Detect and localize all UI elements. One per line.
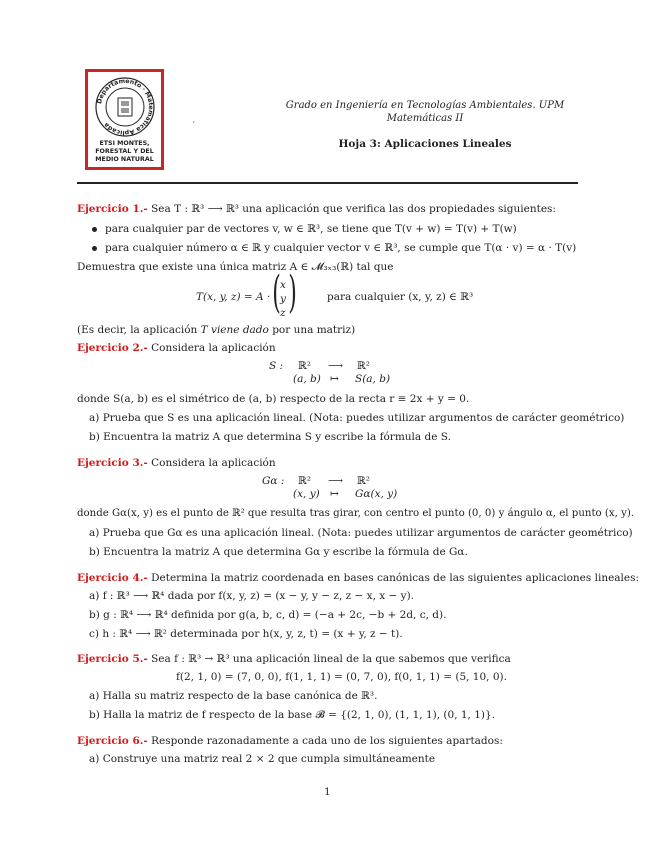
logo-mark: ´	[191, 122, 196, 132]
map-g-mapsto: ↦	[330, 488, 339, 500]
exercise-6-part-a: a) Construye una matriz real 2 × 2 que cumpla simultáneamente	[89, 753, 436, 765]
exercise-1-bullet-1: para cualquier par de vectores v, w ∈ ℝ³, se tiene que T(v + w) = T(v) + T(w)	[92, 223, 517, 235]
map-s-output: S(a, b)	[355, 373, 391, 385]
map-g-arrow: ⟶	[328, 475, 344, 487]
sheet-title: Hoja 3: Aplicaciones Lineales	[338, 138, 512, 150]
map-s-domain: ℝ²	[298, 360, 311, 372]
exercise-1-intro	[77, 203, 556, 215]
department-logo	[85, 69, 164, 170]
exercise-5-part-a: a) Halla su matriz respecto de la base canónica de ℝ³.	[89, 690, 378, 702]
map-s-name: S :	[269, 360, 284, 372]
exercise-3-intro: Ejercicio 3.- Considera la aplicación	[77, 457, 276, 469]
map-g-domain: ℝ²	[298, 475, 311, 487]
map-s-arrow: ⟶	[328, 360, 344, 372]
exercise-1-bullet-2: para cualquier número α ∈ ℝ y cualquier vector v ∈ ℝ³, se cumple que T(α · v) = α · T(v)	[92, 242, 576, 254]
header-divider	[77, 182, 578, 184]
map-g-name: Gα :	[262, 475, 285, 487]
right-paren: )	[288, 267, 297, 318]
exercise-2-part-a: a) Prueba que S es una aplicación lineal. (Nota: puedes utilizar argumentos de carácter geométrico)	[89, 412, 625, 424]
svg-text:Departamento · Matemática Apli: Departamento · Matemática Aplicada	[96, 77, 155, 137]
exercise-5-part-b: b) Halla la matriz de f respecto de la base 𝓑 = {(2, 1, 0), (1, 1, 1), (0, 1, 1)}.	[89, 709, 496, 721]
exercise-2-part-b: b) Encuentra la matriz A que determina S y escribe la fórmula de S.	[89, 431, 451, 443]
exercise-4-intro: Ejercicio 4.- Determina la matriz coordenada en bases canónicas de las siguientes aplicaciones lineales:	[77, 572, 640, 584]
exercise-4-label: Ejercicio 4.-	[77, 572, 148, 584]
exercise-2-description: donde S(a, b) es el simétrico de (a, b) respecto de la recta r ≡ 2x + y = 0.	[77, 393, 470, 405]
exercise-1-note: (Es decir, la aplicación T viene dado por una matriz)	[77, 324, 356, 336]
map-g-input: (x, y)	[293, 488, 320, 500]
exercise-3-part-a: a) Prueba que Gα es una aplicación lineal. (Nota: puedes utilizar argumentos de carácter geométrico)	[89, 527, 633, 539]
course-subject: Matemáticas II	[386, 113, 464, 124]
exercise-4-part-b: b) g : ℝ⁴ ⟶ ℝ⁴ definida por g(a, b, c, d) = (−a + 2c, −b + 2d, c, d).	[89, 609, 447, 621]
exercise-2-label: Ejercicio 2.-	[77, 342, 148, 354]
exercise-1-text: Sea T : ℝ³ ⟶ ℝ³ una aplicación que verifica las dos propiedades siguientes:	[151, 203, 556, 215]
map-s-mapsto: ↦	[330, 373, 339, 385]
exercise-3-label: Ejercicio 3.-	[77, 457, 148, 469]
map-s-input: (a, b)	[293, 373, 321, 385]
exercise-1-eq-lhs: T(x, y, z) = A ·	[196, 291, 271, 303]
exercise-6-intro: Ejercicio 6.- Responde razonadamente a cada uno de los siguientes apartados:	[77, 735, 503, 747]
exercise-5-label: Ejercicio 5.-	[77, 653, 148, 665]
exercise-6-label: Ejercicio 6.-	[77, 735, 148, 747]
exercise-3-description: donde Gα(x, y) es el punto de ℝ² que resulta tras girar, con centro el punto (0, 0) y ángulo α, el punto (x, y).	[77, 508, 635, 519]
exercise-5-equations: f(2, 1, 0) = (7, 0, 0), f(1, 1, 1) = (0, 7, 0), f(0, 1, 1) = (5, 10, 0).	[176, 671, 507, 683]
left-paren: (	[272, 267, 281, 318]
map-g-output: Gα(x, y)	[355, 488, 398, 500]
exercise-5-intro: Ejercicio 5.- Sea f : ℝ³ → ℝ³ una aplicación lineal de la que sabemos que verifica	[77, 653, 511, 665]
exercise-1-eq-rhs: para cualquier (x, y, z) ∈ ℝ³	[327, 291, 474, 303]
map-s-codomain: ℝ²	[357, 360, 370, 372]
exercise-1-statement: Demuestra que existe una única matriz A ∈ 𝓜₃ₓ₃(ℝ) tal que	[77, 261, 394, 273]
exercise-3-part-b: b) Encuentra la matriz A que determina Gα y escribe la fórmula de Gα.	[89, 546, 468, 558]
exercise-4-part-c: c) h : ℝ⁴ ⟶ ℝ² determinada por h(x, y, z, t) = (x + y, z − t).	[89, 628, 403, 640]
course-title: Grado en Ingeniería en Tecnologías Ambientales. UPM	[285, 100, 565, 111]
vector-x: x	[280, 279, 286, 291]
map-g-codomain: ℝ²	[357, 475, 370, 487]
exercise-1-label: Ejercicio 1.-	[77, 203, 148, 215]
vector-z: z	[280, 307, 286, 319]
logo-line-2: FORESTAL Y DEL	[95, 148, 154, 155]
department-seal-icon	[94, 76, 156, 138]
vector-y: y	[280, 293, 286, 305]
page-number: 1	[324, 786, 331, 798]
logo-line-1: ETSI MONTES,	[99, 140, 150, 147]
exercise-4-part-a: a) f : ℝ³ ⟶ ℝ⁴ dada por f(x, y, z) = (x − y, y − z, z − x, x − y).	[89, 590, 415, 602]
exercise-2-intro: Ejercicio 2.- Considera la aplicación	[77, 342, 276, 354]
logo-line-3: MEDIO NATURAL	[95, 156, 154, 163]
